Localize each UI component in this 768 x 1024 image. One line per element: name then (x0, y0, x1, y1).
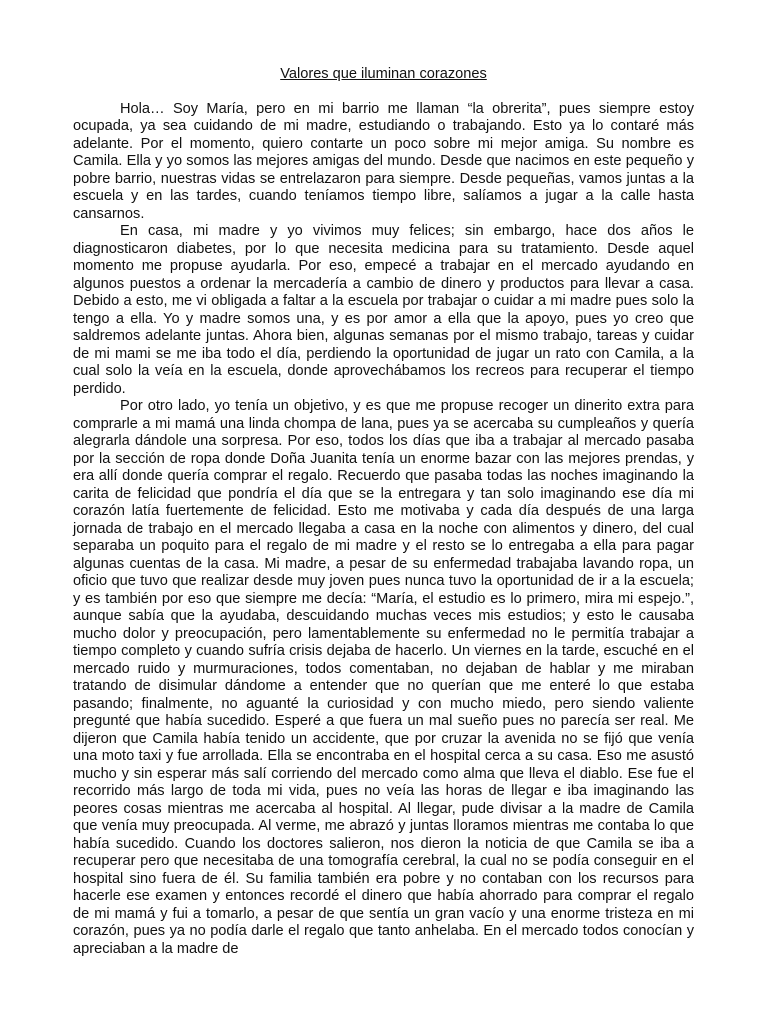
paragraph-2: En casa, mi madre y yo vivimos muy felices; sin embargo, hace dos años le diagnosticaron diabetes, por lo que necesita medicina para su tratamiento. Desde aquel momento me propuse ayudarla. Por eso, empecé a trabajar en el mercado ayudando en algunos puestos a ordenar la mercadería a cambio de dinero y productos para llevar a casa. Debido a esto, me vi obligada a faltar a la escuela por trabajar o cuidar a mi madre pues solo la tengo a ella. Yo y madre somos una, y es por amor a ella que la apoyo, pues yo creo que saldremos adelante juntas. Ahora bien, algunas semanas por el mismo trabajo, tareas y cuidar de mi mami se me iba todo el día, perdiendo la oportunidad de jugar un rato con Camila, a la cual solo la veía en la escuela, donde aprovechábamos los recreos para recuperar el tiempo perdido. (73, 223, 694, 397)
paragraph-3: Por otro lado, yo tenía un objetivo, y es que me propuse recoger un dinerito extra para comprarle a mi mamá una linda chompa de lana, pues ya se acercaba su cumpleaños y quería alegrarla dándole una sorpresa. Por eso, todos los días que iba a trabajar al mercado pasaba por la sección de ropa donde Doña Juanita tenía un enorme bazar con las mejores prendas, y era allí donde quería comprar el regalo. Recuerdo que pasaba todas las noches imaginando la carita de felicidad que pondría el día que se la entregara y tan solo imaginando ese día mi corazón latía fuertemente de felicidad. Esto me motivaba y cada día después de una larga jornada de trabajo en el mercado llegaba a casa en la noche con alimentos y dinero, del cual separaba un poquito para el regalo de mi madre y el resto se lo entregaba a ella para pagar algunas cuentas de la casa. Mi madre, a pesar de su enfermedad trabajaba lavando ropa, un oficio que tuvo que realizar desde muy joven pues nunca tuvo la oportunidad de ir a la escuela; y es también por eso que siempre me decía: “María, el estudio es lo primero, mira mi espejo.”, aunque sabía que la ayudaba, descuidando muchas veces mis estudios; y esto le causaba mucho dolor y preocupación, pero lamentablemente su enfermedad no le permitía trabajar a tiempo completo y cuando sufría crisis dejaba de hacerlo. Un viernes en la tarde, escuché en el mercado ruido y murmuraciones, todos comentaban, no dejaban de hablar y me miraban tratando de disimular dándome a entender que no querían que me enteré lo que estaba pasando; finalmente, no aguanté la curiosidad y con mucho miedo, pero siendo valiente pregunté que había sucedido. Esperé a que fuera un mal sueño pues no parecía ser real. Me dijeron que Camila había tenido un accidente, que por cruzar la avenida no se fijó que venía una moto taxi y fue arrollada. Ella se encontraba en el hospital cerca a su casa. Eso me asustó mucho y sin esperar más salí corriendo del mercado como alma que lleva el diablo. Ese fue el recorrido más largo de toda mi vida, pues no veía las horas de llegar e iba imaginando las peores cosas mientras me acercaba al hospital. Al llegar, pude divisar a la madre de Camila que venía muy preocupada. Al verme, me abrazó y juntas lloramos mientras me contaba lo que había sucedido. Cuando los doctores salieron, nos dieron la noticia de que Camila se iba a recuperar pero que necesitaba de una tomografía cerebral, la cual no se podía conseguir en el hospital sino fuera de él. Su familia también era pobre y no contaban con los recursos para hacerle ese examen y entonces recordé el dinero que había ahorrado para comprar el regalo de mi mamá y fui a tomarlo, a pesar de que sentía un gran vacío y una enorme tristeza en mi corazón, pues ya no podía darle el regalo que tanto anhelaba. En el mercado todos conocían y apreciaban a la madre de (73, 398, 694, 957)
document-page (73, 66, 694, 958)
paragraph-1: Hola… Soy María, pero en mi barrio me llaman “la obrerita”, pues siempre estoy ocupada, ya sea cuidando de mi madre, estudiando o trabajando. Esto ya lo contaré más adelante. Por el momento, quiero contarte un poco sobre mi mejor amiga. Su nombre es Camila. Ella y yo somos las mejores amigas del mundo. Desde que nacimos en este pequeño y pobre barrio, nuestras vidas se entrelazaron para siempre. Desde pequeñas, vamos juntas a la escuela y en las tardes, cuando teníamos tiempo libre, salíamos a jugar a la calle hasta cansarnos. (73, 100, 694, 222)
document-title: Valores que iluminan corazones (280, 66, 487, 82)
